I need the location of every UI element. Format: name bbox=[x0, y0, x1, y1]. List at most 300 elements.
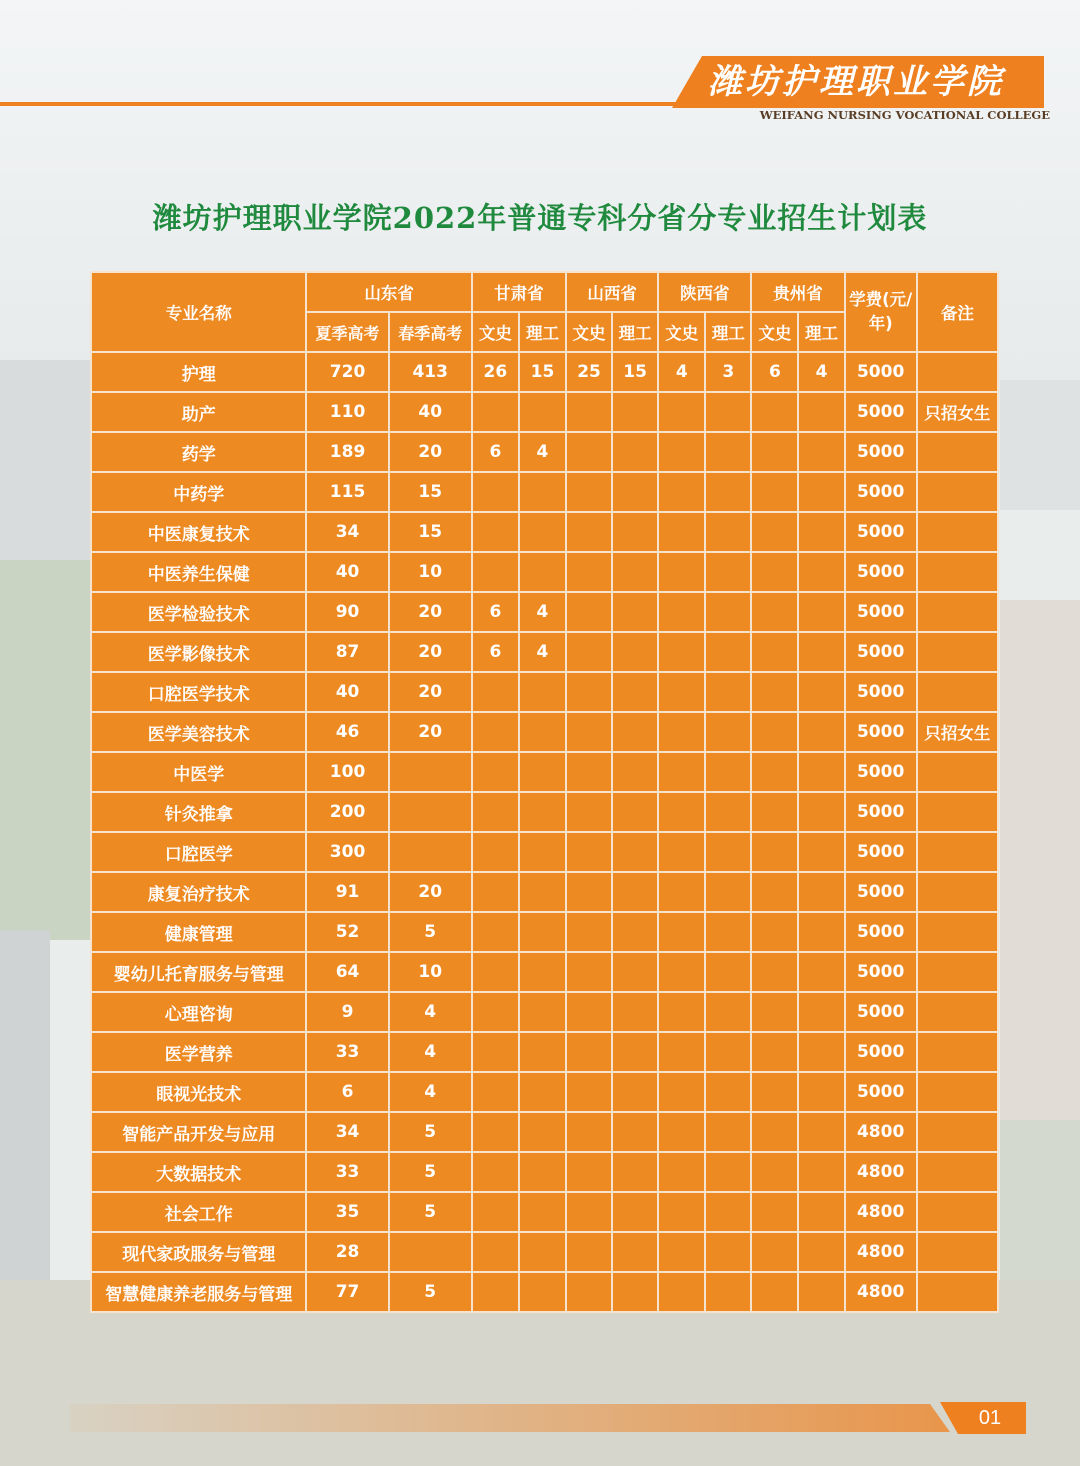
quota-cell bbox=[751, 1032, 798, 1072]
quota-cell bbox=[705, 552, 751, 592]
quota-cell bbox=[566, 912, 612, 952]
quota-cell bbox=[798, 552, 844, 592]
quota-cell bbox=[566, 392, 612, 432]
header-subcolumn: 春季高考 bbox=[389, 312, 472, 352]
fee-cell: 4800 bbox=[845, 1272, 917, 1312]
fee-cell: 4800 bbox=[845, 1152, 917, 1192]
fee-cell: 5000 bbox=[845, 712, 917, 752]
quota-cell: 28 bbox=[306, 1232, 388, 1272]
note-cell bbox=[917, 592, 998, 632]
quota-cell: 6 bbox=[751, 352, 798, 392]
quota-cell bbox=[705, 712, 751, 752]
quota-cell: 413 bbox=[389, 352, 472, 392]
table-row bbox=[91, 1232, 998, 1272]
quota-cell bbox=[566, 1192, 612, 1232]
header-subcolumn: 文史 bbox=[751, 312, 798, 352]
quota-cell bbox=[472, 512, 519, 552]
header-subcolumn: 夏季高考 bbox=[306, 312, 388, 352]
major-name-cell: 助产 bbox=[91, 392, 306, 432]
quota-cell bbox=[519, 472, 566, 512]
quota-cell bbox=[389, 752, 472, 792]
quota-cell bbox=[612, 792, 658, 832]
quota-cell bbox=[751, 1192, 798, 1232]
quota-cell bbox=[751, 592, 798, 632]
quota-cell bbox=[472, 992, 519, 1032]
fee-cell: 5000 bbox=[845, 1072, 917, 1112]
note-cell bbox=[917, 472, 998, 512]
quota-cell bbox=[566, 1072, 612, 1112]
quota-cell bbox=[798, 512, 844, 552]
quota-cell: 4 bbox=[389, 992, 472, 1032]
quota-cell bbox=[751, 712, 798, 752]
major-name-cell: 大数据技术 bbox=[91, 1152, 306, 1192]
quota-cell bbox=[612, 1152, 658, 1192]
quota-cell: 4 bbox=[389, 1072, 472, 1112]
quota-cell bbox=[612, 1192, 658, 1232]
quota-cell bbox=[566, 432, 612, 472]
quota-cell bbox=[751, 512, 798, 552]
quota-cell bbox=[612, 392, 658, 432]
table-row bbox=[91, 672, 998, 712]
quota-cell bbox=[566, 952, 612, 992]
quota-cell bbox=[612, 512, 658, 552]
table-row bbox=[91, 872, 998, 912]
quota-cell bbox=[566, 672, 612, 712]
header-rule bbox=[0, 102, 690, 106]
quota-cell bbox=[798, 1032, 844, 1072]
table-row bbox=[91, 1192, 998, 1232]
quota-cell bbox=[566, 1152, 612, 1192]
quota-cell bbox=[798, 392, 844, 432]
major-name-cell: 口腔医学 bbox=[91, 832, 306, 872]
quota-cell bbox=[798, 632, 844, 672]
quota-cell: 52 bbox=[306, 912, 388, 952]
quota-cell bbox=[705, 1112, 751, 1152]
major-name-cell: 社会工作 bbox=[91, 1192, 306, 1232]
major-name-cell: 现代家政服务与管理 bbox=[91, 1232, 306, 1272]
quota-cell bbox=[751, 752, 798, 792]
quota-cell bbox=[612, 472, 658, 512]
quota-cell bbox=[705, 952, 751, 992]
quota-cell bbox=[751, 872, 798, 912]
quota-cell bbox=[472, 712, 519, 752]
quota-cell bbox=[751, 552, 798, 592]
quota-cell: 20 bbox=[389, 592, 472, 632]
quota-cell bbox=[705, 1232, 751, 1272]
note-cell bbox=[917, 792, 998, 832]
quota-cell bbox=[519, 512, 566, 552]
quota-cell bbox=[751, 1152, 798, 1192]
quota-cell: 5 bbox=[389, 1272, 472, 1312]
table-row bbox=[91, 552, 998, 592]
quota-cell: 4 bbox=[519, 592, 566, 632]
quota-cell bbox=[612, 632, 658, 672]
quota-cell bbox=[612, 552, 658, 592]
major-name-cell: 口腔医学技术 bbox=[91, 672, 306, 712]
quota-cell: 90 bbox=[306, 592, 388, 632]
quota-cell bbox=[751, 1072, 798, 1112]
quota-cell bbox=[705, 392, 751, 432]
enrollment-plan-table bbox=[90, 271, 999, 1313]
quota-cell: 5 bbox=[389, 912, 472, 952]
major-name-cell: 中医养生保健 bbox=[91, 552, 306, 592]
note-cell bbox=[917, 1152, 998, 1192]
quota-cell bbox=[751, 912, 798, 952]
quota-cell bbox=[472, 1232, 519, 1272]
fee-cell: 5000 bbox=[845, 432, 917, 472]
quota-cell bbox=[519, 1032, 566, 1072]
quota-cell: 25 bbox=[566, 352, 612, 392]
quota-cell bbox=[705, 992, 751, 1032]
quota-cell bbox=[705, 592, 751, 632]
quota-cell bbox=[566, 712, 612, 752]
quota-cell bbox=[658, 912, 705, 952]
quota-cell: 9 bbox=[306, 992, 388, 1032]
quota-cell: 77 bbox=[306, 1272, 388, 1312]
quota-cell bbox=[519, 952, 566, 992]
quota-cell bbox=[751, 432, 798, 472]
major-name-cell: 医学检验技术 bbox=[91, 592, 306, 632]
quota-cell: 26 bbox=[472, 352, 519, 392]
quota-cell bbox=[472, 672, 519, 712]
note-cell bbox=[917, 672, 998, 712]
quota-cell bbox=[705, 792, 751, 832]
quota-cell: 20 bbox=[389, 712, 472, 752]
quota-cell bbox=[519, 1192, 566, 1232]
header-note: 备注 bbox=[917, 272, 998, 352]
note-cell bbox=[917, 1032, 998, 1072]
header-province: 贵州省 bbox=[751, 272, 844, 312]
quota-cell: 87 bbox=[306, 632, 388, 672]
quota-cell: 200 bbox=[306, 792, 388, 832]
quota-cell bbox=[519, 1152, 566, 1192]
note-cell bbox=[917, 512, 998, 552]
quota-cell: 34 bbox=[306, 1112, 388, 1152]
header-subcolumn: 理工 bbox=[519, 312, 566, 352]
quota-cell bbox=[705, 1032, 751, 1072]
quota-cell bbox=[751, 472, 798, 512]
quota-cell: 100 bbox=[306, 752, 388, 792]
quota-cell bbox=[705, 632, 751, 672]
quota-cell bbox=[705, 672, 751, 712]
quota-cell: 20 bbox=[389, 672, 472, 712]
quota-cell bbox=[751, 1112, 798, 1152]
quota-cell: 20 bbox=[389, 872, 472, 912]
quota-cell bbox=[798, 952, 844, 992]
fee-cell: 5000 bbox=[845, 832, 917, 872]
major-name-cell: 眼视光技术 bbox=[91, 1072, 306, 1112]
quota-cell bbox=[519, 672, 566, 712]
header-subcolumn: 文史 bbox=[658, 312, 705, 352]
quota-cell bbox=[566, 1032, 612, 1072]
quota-cell: 46 bbox=[306, 712, 388, 752]
fee-cell: 5000 bbox=[845, 1032, 917, 1072]
fee-cell: 5000 bbox=[845, 992, 917, 1032]
header-province: 山东省 bbox=[306, 272, 471, 312]
quota-cell: 6 bbox=[306, 1072, 388, 1112]
note-cell: 只招女生 bbox=[917, 392, 998, 432]
quota-cell bbox=[751, 992, 798, 1032]
table-row bbox=[91, 1032, 998, 1072]
quota-cell bbox=[705, 752, 751, 792]
header-province: 陕西省 bbox=[658, 272, 751, 312]
quota-cell bbox=[566, 872, 612, 912]
quota-cell: 40 bbox=[306, 672, 388, 712]
quota-cell bbox=[519, 912, 566, 952]
quota-cell bbox=[798, 1112, 844, 1152]
quota-cell bbox=[658, 672, 705, 712]
quota-cell bbox=[798, 672, 844, 712]
header-fee-label: 学费(元/年) bbox=[849, 290, 913, 333]
quota-cell bbox=[472, 912, 519, 952]
quota-cell bbox=[658, 392, 705, 432]
quota-cell bbox=[658, 1072, 705, 1112]
fee-cell: 5000 bbox=[845, 632, 917, 672]
quota-cell bbox=[472, 872, 519, 912]
quota-cell bbox=[519, 1112, 566, 1152]
quota-cell bbox=[751, 392, 798, 432]
major-name-cell: 药学 bbox=[91, 432, 306, 472]
header-major: 专业名称 bbox=[91, 272, 306, 352]
note-cell bbox=[917, 1272, 998, 1312]
table-row bbox=[91, 1272, 998, 1312]
quota-cell bbox=[658, 1232, 705, 1272]
quota-cell: 15 bbox=[389, 472, 472, 512]
quota-cell bbox=[798, 1152, 844, 1192]
note-cell bbox=[917, 952, 998, 992]
quota-cell bbox=[612, 1112, 658, 1152]
quota-cell bbox=[519, 752, 566, 792]
quota-cell bbox=[612, 992, 658, 1032]
quota-cell: 40 bbox=[306, 552, 388, 592]
table-row bbox=[91, 952, 998, 992]
note-cell bbox=[917, 352, 998, 392]
table-row bbox=[91, 752, 998, 792]
fee-cell: 4800 bbox=[845, 1112, 917, 1152]
fee-cell: 4800 bbox=[845, 1192, 917, 1232]
header-subcolumn: 理工 bbox=[798, 312, 844, 352]
quota-cell: 10 bbox=[389, 552, 472, 592]
quota-cell bbox=[472, 792, 519, 832]
quota-cell: 5 bbox=[389, 1192, 472, 1232]
quota-cell bbox=[798, 752, 844, 792]
fee-cell: 5000 bbox=[845, 552, 917, 592]
college-logo-english: WEIFANG NURSING VOCATIONAL COLLEGE bbox=[759, 108, 1050, 122]
header-subcolumn: 理工 bbox=[705, 312, 751, 352]
quota-cell bbox=[705, 432, 751, 472]
quota-cell bbox=[751, 792, 798, 832]
table-row bbox=[91, 432, 998, 472]
quota-cell: 10 bbox=[389, 952, 472, 992]
quota-cell: 6 bbox=[472, 592, 519, 632]
quota-cell: 34 bbox=[306, 512, 388, 552]
quota-cell bbox=[566, 992, 612, 1032]
quota-cell bbox=[705, 472, 751, 512]
major-name-cell: 中药学 bbox=[91, 472, 306, 512]
quota-cell bbox=[751, 952, 798, 992]
quota-cell: 4 bbox=[798, 352, 844, 392]
header-fee bbox=[845, 272, 917, 352]
quota-cell bbox=[472, 1072, 519, 1112]
quota-cell bbox=[566, 1232, 612, 1272]
quota-cell: 40 bbox=[389, 392, 472, 432]
major-name-cell: 医学影像技术 bbox=[91, 632, 306, 672]
footer-bar bbox=[70, 1404, 950, 1432]
table-row bbox=[91, 592, 998, 632]
major-name-cell: 护理 bbox=[91, 352, 306, 392]
quota-cell bbox=[519, 392, 566, 432]
quota-cell bbox=[472, 472, 519, 512]
quota-cell bbox=[798, 792, 844, 832]
quota-cell bbox=[566, 1112, 612, 1152]
quota-cell: 5 bbox=[389, 1112, 472, 1152]
quota-cell bbox=[472, 392, 519, 432]
quota-cell: 64 bbox=[306, 952, 388, 992]
major-name-cell: 健康管理 bbox=[91, 912, 306, 952]
fee-cell: 5000 bbox=[845, 392, 917, 432]
quota-cell bbox=[519, 992, 566, 1032]
quota-cell bbox=[705, 872, 751, 912]
major-name-cell: 婴幼儿托育服务与管理 bbox=[91, 952, 306, 992]
note-cell bbox=[917, 912, 998, 952]
quota-cell bbox=[798, 472, 844, 512]
header-subcolumn: 文史 bbox=[472, 312, 519, 352]
college-logo-text: 潍坊护理职业学院 bbox=[708, 62, 1004, 102]
quota-cell bbox=[798, 432, 844, 472]
header-subcolumn: 理工 bbox=[612, 312, 658, 352]
fee-cell: 5000 bbox=[845, 752, 917, 792]
quota-cell bbox=[658, 1272, 705, 1312]
quota-cell bbox=[705, 512, 751, 552]
quota-cell bbox=[705, 1192, 751, 1232]
page-number: 01 bbox=[978, 1407, 1002, 1429]
table-row bbox=[91, 1072, 998, 1112]
note-cell bbox=[917, 432, 998, 472]
quota-cell bbox=[566, 472, 612, 512]
quota-cell bbox=[612, 752, 658, 792]
quota-cell bbox=[566, 792, 612, 832]
quota-cell bbox=[658, 472, 705, 512]
quota-cell bbox=[612, 912, 658, 952]
note-cell bbox=[917, 552, 998, 592]
quota-cell: 6 bbox=[472, 432, 519, 472]
quota-cell bbox=[751, 1272, 798, 1312]
major-name-cell: 康复治疗技术 bbox=[91, 872, 306, 912]
quota-cell: 15 bbox=[389, 512, 472, 552]
fee-cell: 5000 bbox=[845, 912, 917, 952]
quota-cell: 115 bbox=[306, 472, 388, 512]
quota-cell bbox=[612, 592, 658, 632]
quota-cell bbox=[519, 712, 566, 752]
quota-cell: 20 bbox=[389, 432, 472, 472]
quota-cell bbox=[519, 1232, 566, 1272]
quota-cell bbox=[472, 752, 519, 792]
quota-cell bbox=[751, 632, 798, 672]
quota-cell bbox=[472, 552, 519, 592]
fee-cell: 5000 bbox=[845, 352, 917, 392]
quota-cell: 5 bbox=[389, 1152, 472, 1192]
fee-cell: 5000 bbox=[845, 672, 917, 712]
quota-cell bbox=[705, 1152, 751, 1192]
quota-cell bbox=[519, 832, 566, 872]
quota-cell: 720 bbox=[306, 352, 388, 392]
fee-cell: 5000 bbox=[845, 472, 917, 512]
fee-cell: 5000 bbox=[845, 872, 917, 912]
header-subcolumn: 文史 bbox=[566, 312, 612, 352]
major-name-cell: 针灸推拿 bbox=[91, 792, 306, 832]
fee-cell: 5000 bbox=[845, 792, 917, 832]
quota-cell bbox=[798, 1072, 844, 1112]
quota-cell bbox=[658, 952, 705, 992]
quota-cell: 15 bbox=[612, 352, 658, 392]
quota-cell bbox=[705, 1272, 751, 1312]
quota-cell: 3 bbox=[705, 352, 751, 392]
quota-cell bbox=[472, 1272, 519, 1312]
quota-cell bbox=[612, 832, 658, 872]
table-row bbox=[91, 352, 998, 392]
note-cell bbox=[917, 1112, 998, 1152]
fee-cell: 5000 bbox=[845, 952, 917, 992]
note-cell: 只招女生 bbox=[917, 712, 998, 752]
quota-cell bbox=[658, 1112, 705, 1152]
major-name-cell: 医学美容技术 bbox=[91, 712, 306, 752]
page-title: 潍坊护理职业学院2022年普通专科分省分专业招生计划表 bbox=[152, 201, 928, 235]
quota-cell: 189 bbox=[306, 432, 388, 472]
table-row bbox=[91, 912, 998, 952]
note-cell bbox=[917, 872, 998, 912]
quota-cell bbox=[612, 432, 658, 472]
quota-cell bbox=[612, 712, 658, 752]
quota-cell bbox=[798, 992, 844, 1032]
quota-cell bbox=[658, 712, 705, 752]
quota-cell bbox=[472, 832, 519, 872]
quota-cell bbox=[566, 592, 612, 632]
quota-cell bbox=[798, 872, 844, 912]
quota-cell: 33 bbox=[306, 1152, 388, 1192]
quota-cell bbox=[566, 752, 612, 792]
quota-cell bbox=[798, 1232, 844, 1272]
major-name-cell: 智能产品开发与应用 bbox=[91, 1112, 306, 1152]
note-cell bbox=[917, 1192, 998, 1232]
table-row bbox=[91, 792, 998, 832]
quota-cell bbox=[658, 872, 705, 912]
quota-cell bbox=[658, 792, 705, 832]
quota-cell bbox=[389, 832, 472, 872]
quota-cell bbox=[658, 1152, 705, 1192]
quota-cell: 15 bbox=[519, 352, 566, 392]
note-cell bbox=[917, 752, 998, 792]
quota-cell bbox=[389, 792, 472, 832]
table-row bbox=[91, 472, 998, 512]
quota-cell bbox=[472, 952, 519, 992]
quota-cell: 4 bbox=[658, 352, 705, 392]
header-province: 甘肃省 bbox=[472, 272, 566, 312]
quota-cell bbox=[566, 512, 612, 552]
quota-cell bbox=[612, 672, 658, 712]
quota-cell: 91 bbox=[306, 872, 388, 912]
quota-cell: 110 bbox=[306, 392, 388, 432]
quota-cell bbox=[658, 992, 705, 1032]
quota-cell bbox=[519, 872, 566, 912]
note-cell bbox=[917, 1232, 998, 1272]
quota-cell bbox=[519, 1272, 566, 1312]
header-province: 山西省 bbox=[566, 272, 658, 312]
table-row bbox=[91, 632, 998, 672]
quota-cell: 4 bbox=[519, 632, 566, 672]
quota-cell bbox=[658, 552, 705, 592]
fee-cell: 5000 bbox=[845, 592, 917, 632]
quota-cell bbox=[519, 552, 566, 592]
